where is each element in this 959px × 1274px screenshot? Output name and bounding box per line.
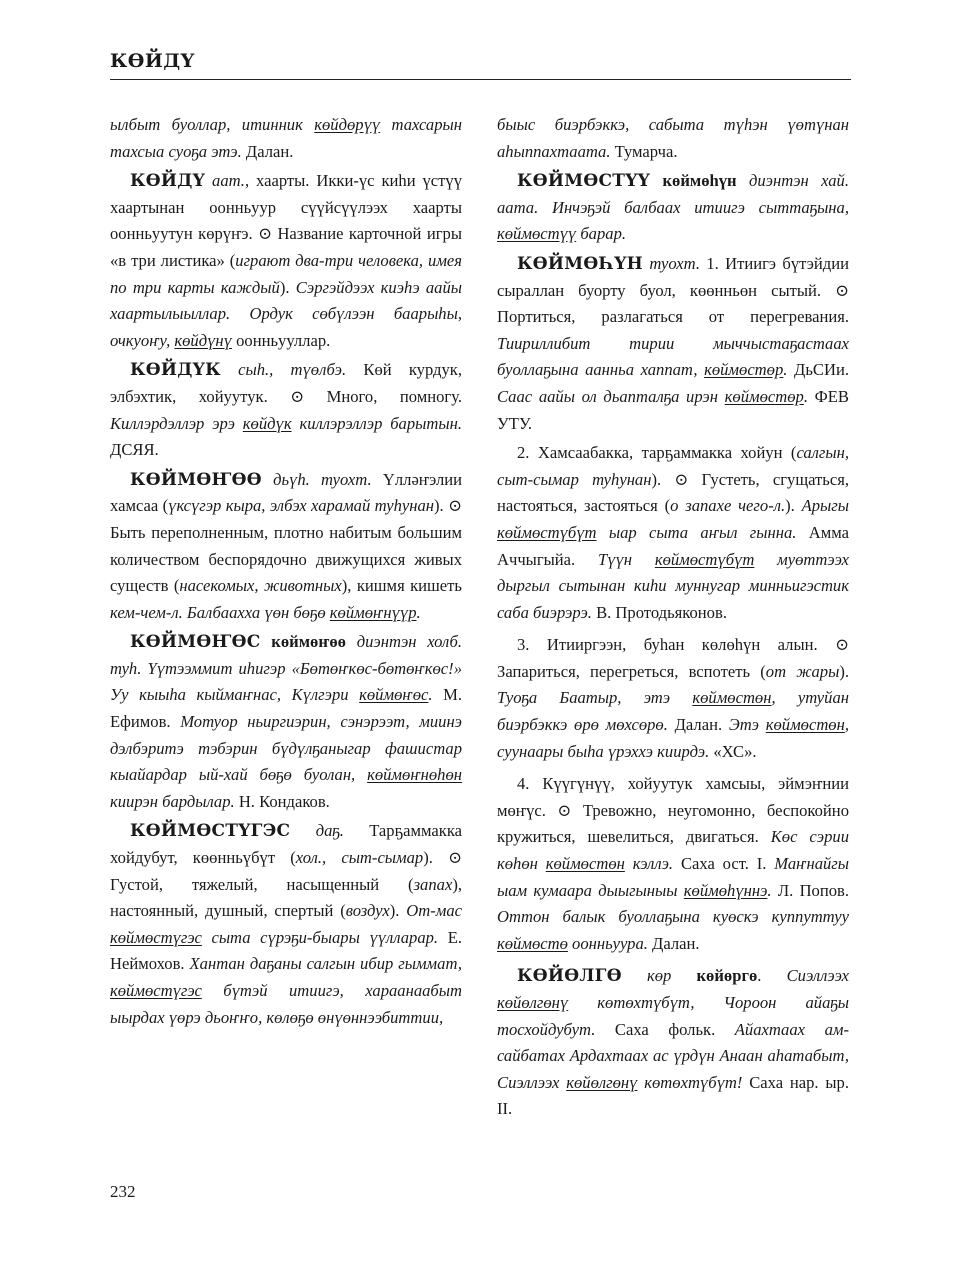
right-column	[497, 112, 849, 1126]
running-head: КӨЙДҮ	[110, 50, 195, 72]
header-rule	[110, 79, 851, 80]
left-entry-0: ылбыт буоллар, итинник көйдөрүү тахсарын тахсыа суоҕа этэ. Далан.	[110, 115, 462, 161]
left-entry-2: КӨЙДҮК сыһ., түөлбэ. Көй курдук, элбэхтик, хойуутук. ⊙ Много, помногу. Киллэрдэллэр эрэ көйдүк киллэрэллэр барытын. ДСЯЯ.	[110, 360, 462, 460]
right-entry-1: КӨЙМӨСТҮҮ көймөһүн диэнтэн хай. аата. Инчэҕэй балбаах итиигэ сыттаҕына, көймөстүү барар.	[497, 171, 850, 244]
left-entry-3: КӨЙМӨҤӨӨ дьүһ. туохт. Үлләҥэлии хамсаа (үксүгэр кыра, элбэх харамай туһунан). ⊙ Быть переполненным, плотно набитым большим количеством беспорядочно движущихся живых существ (насекомых, животных), кишмя кишеть кем-чем-л. Балбаахха үөн бөҕө көймөҥнүүр.	[110, 469, 463, 622]
left-entry-5: КӨЙМӨСТҮГЭС даҕ. Тарҕаммакка хойдубут, көөнньүбүт (хол., сыт-сымар). ⊙ Густой, тяжелый, насыщенный (запах), настоянный, душный, спертый (воздух). От-мас көймөстүгэс сыта сүрэҕи-быары үүлларар. Е. Неймохов. Хантан даҕаны салгын ибир гыммат, көймөстүгэс бүтэй итиигэ, хараанаабыт ыырдах үөрэ дьоҥҥо, көлөҕө өнүөннээбиттии,	[110, 821, 462, 1027]
right-entry-4: 3. Итииргээн, буһан көлөһүн алын. ⊙ Запариться, перегреться, вспотеть (от жары). Туоҕа Баатыр, этэ көймөстөн, утуйан биэрбэккэ өрө мөхсөрө. Далан. Этэ көймөстөн, суунаары быһа үрэххэ киирдэ. «ХС».	[497, 635, 850, 761]
left-column	[110, 112, 462, 1034]
right-entry-3: 2. Хамсаабакка, тарҕаммакка хойун (салгын, сыт-сымар туһунан). ⊙ Густеть, сгущаться, настояться, застояться (о запахе чего-л.). Арыгы көймөстүбүт ыар сыта аҥыл гынна. Амма Аччыгыйа. Түүн көймөстүбүт муөттээх дыргыл сытынан киһи муннугар минньигэстик саба биэрэрэ. В. Протодьяконов.	[497, 443, 849, 622]
right-entry-0: быыс биэрбэккэ, сабыта түһэн үөтүнан аһыппахтаата. Тумарча.	[497, 115, 849, 161]
left-entry-1: КӨЙДҮ аат., хаарты. Икки-үс киһи үстүү хаартынан оонньуур сүүйсүүлээх хаарты оонньуутун көрүҥэ. ⊙ Название карточной игры «в три листика» (играют два-три человека, имея по три карты каждый). Сэргэйдээх киэһэ аайы хаартылыыллар. Ордук сөбүлээн баарыһы, очкуоҥу, көйдүнү оонньууллар.	[110, 171, 463, 350]
right-entry-2: КӨЙМӨҺҮН туохт. 1. Итиигэ бүтэйдии сыраллан буорту буол, көөнньөн сытый. ⊙ Портиться, разлагаться от перегревания. Тиириллибит тирии мыччыстаҕастаах буоллаҕына аанньа хаппат, көймөстөр. ДьСИи. Саас аайы ол дьапталҕа ирэн көймөстөр. ФЕВ УТУ.	[497, 253, 849, 433]
page-number: 232	[110, 1182, 136, 1201]
right-entry-6: КӨЙӨЛГӨ көр көйөргө. Сиэллээх көйөлгөнү көтөхтүбүт, Чороон айаҕы тосхойдубут. Саха фольк. Айахтаах амсайбатах Ардахтаах ас үрдүн Анаан аһатабыт, Сиэллээх көйөлгөнү көтөхтүбүт! Саха нар. ыр. II.	[497, 966, 849, 1119]
right-entry-5: 4. Күүгүнүү, хойуутук хамсыы, эймэҥнии мөҥүс. ⊙ Тревожно, неугомонно, беспокойно кружиться, шевелиться, двигаться. Көс сэрии көһөн көймөстөн кэллэ. Саха ост. I. Маҥнайгы ыам кумаара дыыгыныы көймөһүннэ. Л. Попов. Оттон балык буоллаҕына куөскэ куппуттуу көймөстө оонньуура. Далан.	[497, 774, 850, 953]
left-entry-4: КӨЙМӨҤӨС көймөҥөө диэнтэн холб. туһ. Үүтээммит иһигэр «Бөтөҥкөс-бөтөҥкөс!» Уу кыыһа кыймаҥнас, Күлгэри көймөҥөс. М. Ефимов. Мотуор ньиргиэрин, сэнэрээт, миинэ дэлбэритэ тэбэрин бүдүлҕаныгар фашистар кыайардар ый-хай бөҕө буолан, көймөҥнөһөн киирэн бардылар. Н. Кондаков.	[110, 632, 462, 811]
